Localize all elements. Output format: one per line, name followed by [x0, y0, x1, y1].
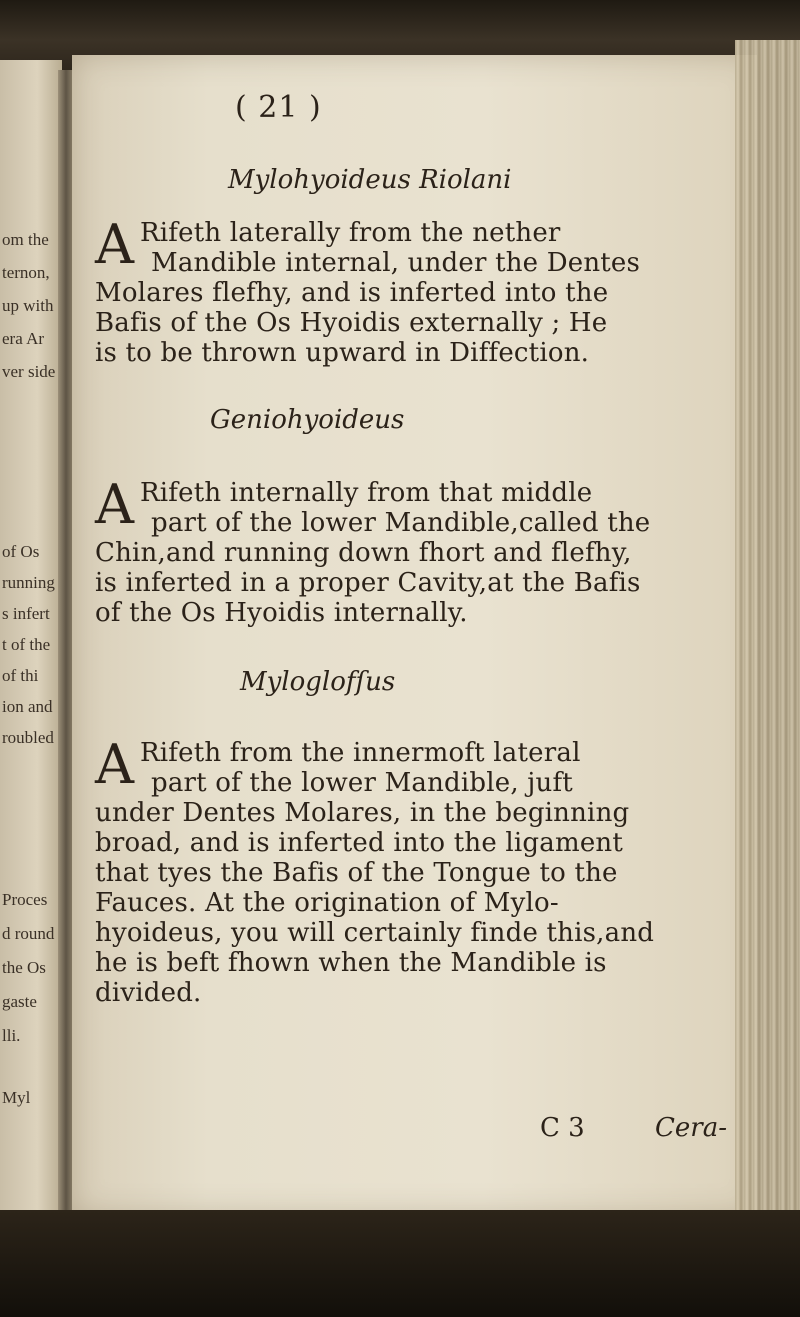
margin-fragment: Proces [2, 890, 48, 909]
margin-fragment: of thi [2, 666, 39, 685]
margin-fragment: era Ar [2, 329, 45, 348]
text-line: part of the lower Mandible,called the [151, 508, 651, 538]
margin-fragment: t of the [2, 635, 51, 654]
text-line: of the Os Hyoidis internally. [95, 598, 468, 628]
catchword: Cera- [655, 1113, 727, 1143]
text-line: Fauces. At the origination of Mylo- [95, 888, 559, 918]
text-line: hyoideus, you will certainly finde this,and [95, 918, 655, 948]
margin-fragment: d round [2, 924, 55, 943]
bottom-shadow [0, 1210, 800, 1317]
margin-fragment: of Os [2, 542, 40, 561]
text-line: that tyes the Bafis of the Tongue to the [95, 858, 618, 888]
text-line: divided. [95, 978, 202, 1008]
margin-fragment: the Os [2, 958, 46, 977]
facing-page-fragment [0, 60, 62, 1210]
margin-fragment: Myl [2, 1088, 31, 1107]
margin-fragment: om the [2, 230, 49, 249]
text-line: is inferted in a proper Cavity,at the Bafis [95, 568, 641, 598]
section-body-geniohyoideus [95, 473, 735, 628]
text-line: under Dentes Molares, in the beginning [95, 798, 630, 828]
signature-mark: C 3 [540, 1113, 585, 1143]
margin-fragment: ternon, [2, 263, 50, 282]
text-line: Rifeth laterally from the nether [140, 218, 561, 248]
text-line: Molares flefhy, and is inferted into the [95, 278, 609, 308]
text-line: Chin,and running down fhort and flefhy, [95, 538, 632, 568]
text-line: broad, and is inferted into the ligament [95, 828, 623, 858]
section-heading-geniohyoideus: Geniohyoideus [210, 405, 405, 435]
margin-fragment: gaste [2, 992, 37, 1011]
margin-fragment: s infert [2, 604, 50, 623]
text-line: part of the lower Mandible, juft [151, 768, 573, 798]
text-line: is to be thrown upward in Diffection. [95, 338, 590, 368]
text-line: Rifeth internally from that middle [140, 478, 593, 508]
section-heading-myloglossus: Myloglofſus [240, 667, 396, 697]
text-line: Bafis of the Os Hyoidis externally ; He [95, 308, 608, 338]
drop-cap: A [95, 733, 134, 796]
margin-fragment: roubled [2, 728, 54, 747]
section-heading-mylohyoideus: Mylohyoideus Riolani [228, 165, 512, 195]
margin-fragment: running [2, 573, 55, 592]
text-line: Rifeth from the innermoft lateral [140, 738, 581, 768]
drop-cap: A [95, 473, 134, 536]
text-line: Mandible internal, under the Dentes [151, 248, 641, 278]
page-edges [735, 40, 800, 1230]
section-body-mylohyoideus [95, 213, 735, 368]
margin-fragment: lli. [2, 1026, 21, 1045]
margin-fragment: up with [2, 296, 54, 315]
drop-cap: A [95, 213, 134, 276]
text-line: he is beft fhown when the Mandible is [95, 948, 607, 978]
margin-fragment: ver side [2, 362, 56, 381]
section-body-myloglossus [95, 733, 735, 1008]
page-number: ( 21 ) [235, 90, 322, 125]
margin-fragment: ion and [2, 697, 53, 716]
